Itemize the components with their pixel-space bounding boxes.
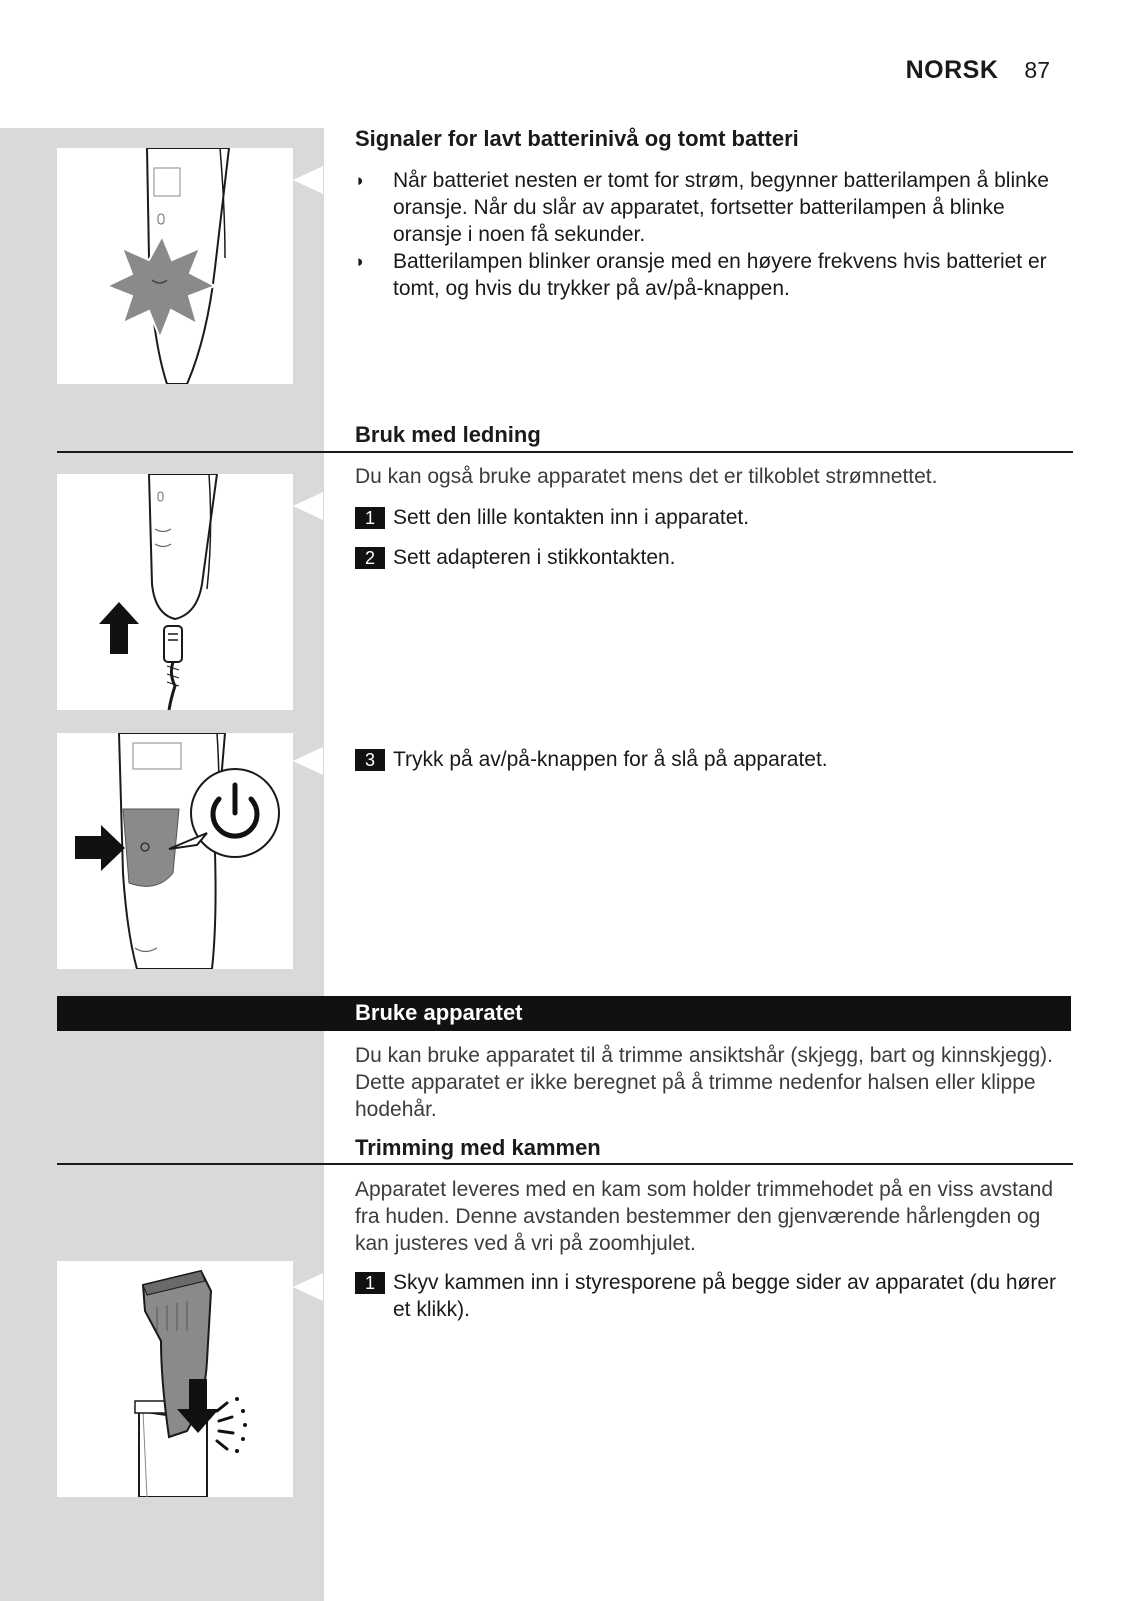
- arrow-up-icon: [99, 602, 139, 654]
- bullet-text: Batterilampen blinker oransje med en høyere frekvens hvis batteriet er tomt, og hvis du trykker på av/på-knappen.: [393, 250, 1047, 300]
- step-text: Skyv kammen inn i styresporene på begge sider av apparatet (du hører et klikk).: [393, 1271, 1057, 1321]
- section-title: Bruke apparatet: [355, 1000, 523, 1025]
- figure-pointer: [293, 492, 323, 520]
- step-text: Sett den lille kontakten inn i apparatet.: [393, 506, 750, 529]
- corded-intro: Du kan også bruke apparatet mens det er tilkoblet strømnettet.: [355, 465, 938, 488]
- figure-pointer: [293, 166, 323, 194]
- step-number: 3: [355, 749, 385, 771]
- step-text: Trykk på av/på-knappen for å slå på apparatet.: [393, 748, 828, 771]
- bullet-marker: ◗: [355, 252, 366, 271]
- figure-pointer: [293, 1273, 323, 1301]
- heading-low-battery: Signaler for lavt batterinivå og tomt batteri: [355, 126, 799, 151]
- arrow-right-icon: [75, 825, 125, 871]
- bullet-item: [355, 167, 1073, 248]
- step-text: Sett adapteren i stikkontakten.: [393, 546, 676, 569]
- click-icon: [217, 1403, 233, 1449]
- bullet-marker: ◗: [355, 171, 366, 190]
- step-comb-1: [355, 1269, 1073, 1323]
- section-title-bar: [57, 996, 1071, 1031]
- step-number: 1: [355, 507, 385, 529]
- comb-intro: Apparatet leveres med en kam som holder trimmehodet på en viss avstand fra huden. Denne avstanden bestemmer den gjenværende hårlengden og kan justeres ved å vri på zoomhjulet.: [355, 1178, 1054, 1255]
- figure-plug-in: [57, 474, 293, 710]
- plug-in-illustration: [57, 474, 293, 710]
- figure-pointer: [293, 747, 323, 775]
- page-number: 87: [1024, 57, 1050, 83]
- step-number: 2: [355, 547, 385, 569]
- step-1: [355, 504, 1073, 531]
- battery-light-illustration: [57, 148, 293, 384]
- figure-battery-light: [57, 148, 293, 384]
- bullet-text: Når batteriet nesten er tomt for strøm, begynner batterilampen å blinke oransje. Når du slår av apparatet, fortsetter batterilampen å blinke oransje i noen få sekunder.: [393, 169, 1049, 246]
- figure-power-button: [57, 733, 293, 969]
- using-intro: Du kan bruke apparatet til å trimme ansiktshår (skjegg, bart og kinnskjegg). Dette apparatet er ikke beregnet på å trimme nedenfor halsen eller klippe hodehår.: [355, 1044, 1053, 1121]
- step-2: [355, 544, 1073, 571]
- heading-comb-trimming: Trimming med kammen: [355, 1135, 601, 1160]
- section-rule: [57, 1163, 1073, 1165]
- heading-corded-use: Bruk med ledning: [355, 422, 541, 447]
- section-rule: [57, 451, 1073, 453]
- bullet-item: [355, 248, 1073, 302]
- power-button-illustration: [57, 733, 293, 969]
- step-number: 1: [355, 1272, 385, 1294]
- figure-attach-comb: [57, 1261, 293, 1497]
- language-label: NORSK: [905, 56, 999, 84]
- page-header: [906, 56, 1050, 85]
- attach-comb-illustration: [57, 1261, 293, 1497]
- step-3: [355, 746, 1073, 773]
